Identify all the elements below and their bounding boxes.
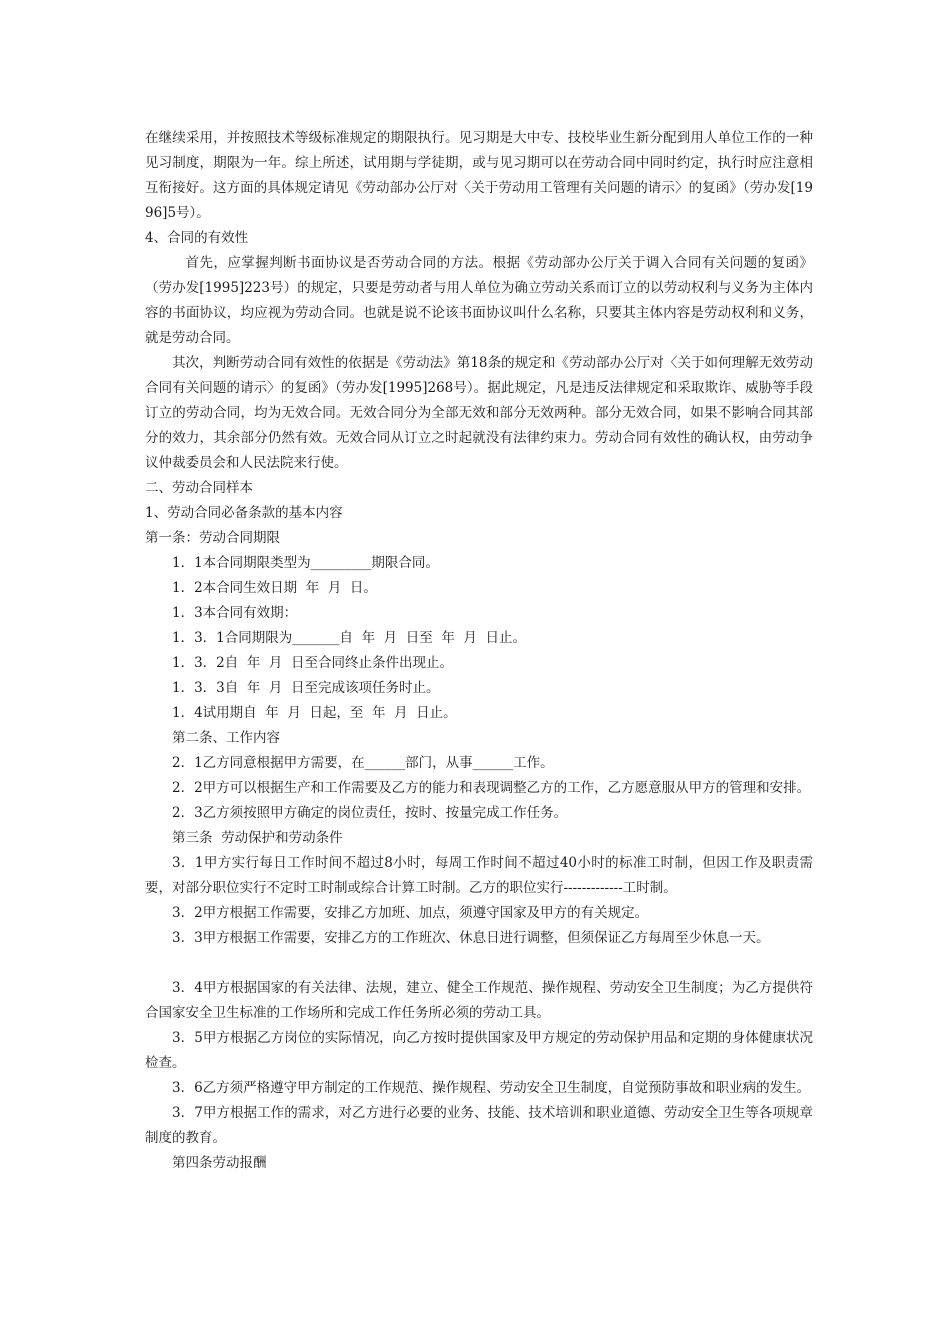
blank-line: [145, 951, 813, 976]
paragraph: 3．6乙方须严格遵守甲方制定的工作规范、操作规程、劳动安全卫生制度，自觉预防事故和职业病的发生。: [172, 1080, 811, 1096]
paragraph: 第二条、工作内容: [172, 730, 280, 746]
paragraph: 3．5甲方根据乙方岗位的实际情况，向乙方按时提供国家及甲方规定的劳动保护用品和定期的身体健康状况检查。: [145, 1030, 813, 1071]
paragraph: 1．3．1合同期限为_______自 年 月 日至 年 月 日止。: [172, 630, 527, 646]
paragraph: 其次，判断劳动合同有效性的依据是《劳动法》第18条的规定和《劳动部办公厅对〈关于如何理解无效劳动合同有关问题的请示〉的复函》（劳办发[1995]268号）。据此规定，凡是违反法律规定和采取欺诈、威胁等手段订立的劳动合同，均为无效合同。无效合同分为全部无效和部分无效两种。部分无效合同，如果不影响合同其部分的效力，其余部分仍然有效。无效合同从订立之时起就没有法律约束力。劳动合同有效性的确认权，由劳动争议仲裁委员会和人民法院来行使。: [145, 355, 813, 471]
paragraph: 2．1乙方同意根据甲方需要，在______部门，从事______工作。: [172, 755, 554, 771]
paragraph: 二、劳动合同样本: [145, 480, 253, 496]
paragraph: 3．7甲方根据工作的需求，对乙方进行必要的业务、技能、技术培训和职业道德、劳动安全卫生等各项规章制度的教育。: [145, 1105, 813, 1146]
paragraph: 在继续采用，并按照技术等级标准规定的期限执行。见习期是大中专、技校毕业生新分配到用人单位工作的一种见习制度，期限为一年。综上所述，试用期与学徒期，或与见习期可以在劳动合同中同时约定，执行时应注意相互衔接好。这方面的具体规定请见《劳动部办公厅对〈关于劳动用工管理有关问题的请示〉的复函》（劳办发[1996]5号）。: [145, 130, 813, 221]
paragraph: 3．3甲方根据工作需要，安排乙方的工作班次、休息日进行调整，但须保证乙方每周至少休息一天。: [172, 930, 770, 946]
paragraph: 1．1本合同期限类型为_________期限合同。: [172, 555, 439, 571]
paragraph: 3．4甲方根据国家的有关法律、法规，建立、健全工作规范、操作规程、劳动安全卫生制度；为乙方提供符合国家安全卫生标准的工作场所和完成工作任务所必须的劳动工具。: [145, 980, 813, 1021]
paragraph: 首先，应掌握判断书面协议是否劳动合同的方法。根据《劳动部办公厅关于调入合同有关问题的复函》（劳办发[1995]223号）的规定，只要是劳动者与用人单位为确立劳动关系而订立的以劳动权利与义务为主体内容的书面协议，均应视为劳动合同。也就是说不论该书面协议叫什么名称，只要其主体内容是劳动权利和义务，就是劳动合同。: [145, 255, 813, 346]
document-body: [145, 126, 813, 1176]
paragraph: 1．3．2自 年 月 日至合同终止条件出现止。: [172, 655, 454, 671]
paragraph: 4、合同的有效性: [145, 230, 249, 246]
paragraph: 1、劳动合同必备条款的基本内容: [145, 505, 343, 521]
paragraph: 第四条劳动报酬: [172, 1155, 267, 1171]
paragraph: 1．3．3自 年 月 日至完成该项任务时止。: [172, 680, 440, 696]
paragraph: 3．1甲方实行每日工作时间不超过8小时，每周工作时间不超过40小时的标准工时制，但因工作及职责需要，对部分职位实行不定时工时制或综合计算工时制。乙方的职位实行-------------工时制。: [145, 855, 813, 896]
paragraph: 1．3本合同有效期：: [172, 605, 298, 621]
paragraph: 2．3乙方须按照甲方确定的岗位责任，按时、按量完成工作任务。: [172, 805, 568, 821]
paragraph: 1．4试用期自 年 月 日起，至 年 月 日止。: [172, 705, 457, 721]
paragraph: 第一条：劳动合同期限: [145, 530, 280, 546]
paragraph: 3．2甲方根据工作需要，安排乙方加班、加点，须遵守国家及甲方的有关规定。: [172, 905, 649, 921]
paragraph: 第三条 劳动保护和劳动条件: [172, 830, 343, 846]
paragraph: 1．2本合同生效日期 年 月 日。: [172, 580, 377, 596]
paragraph: 2．2甲方可以根据生产和工作需要及乙方的能力和表现调整乙方的工作，乙方愿意服从甲方的管理和安排。: [172, 780, 811, 796]
